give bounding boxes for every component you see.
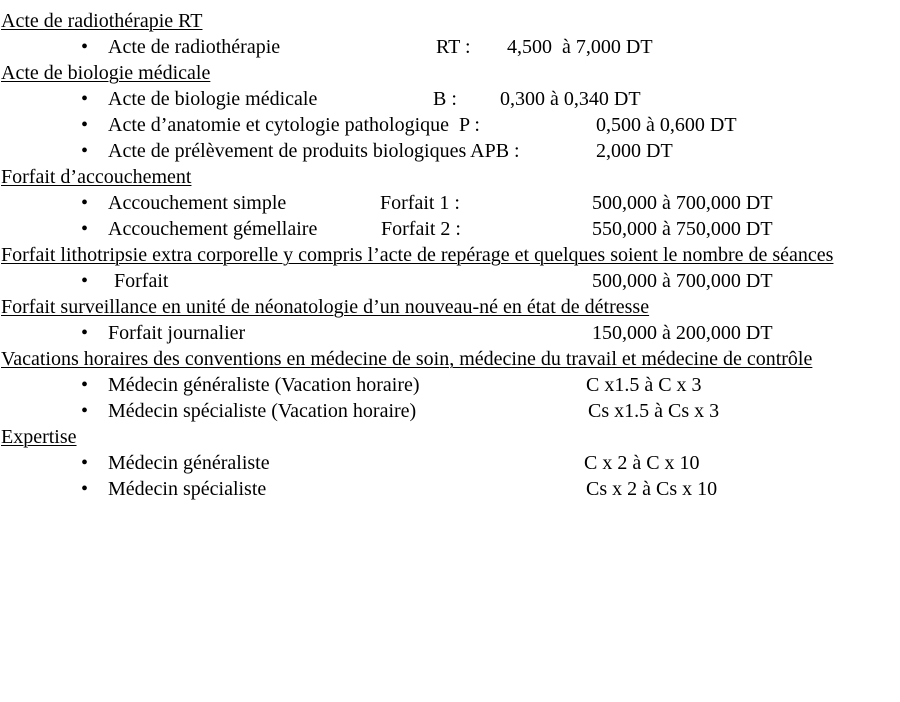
item-label: Acte de radiothérapie — [108, 36, 281, 58]
item-value: 550,000 à 750,000 DT — [592, 218, 773, 240]
tariff-document — [0, 8, 860, 502]
list-item — [0, 112, 860, 138]
item-code: Forfait 2 : — [381, 218, 461, 240]
list-item — [0, 450, 860, 476]
list-item — [0, 476, 860, 502]
bullet-icon: • — [81, 400, 89, 422]
item-value: 2,000 DT — [596, 140, 673, 162]
item-value: 500,000 à 700,000 DT — [592, 270, 773, 292]
section-heading-vacations: Vacations horaires des conventions en médecine de soin, médecine du travail et médecine de contrôle — [1, 348, 813, 370]
item-value: 4,500 à 7,000 DT — [507, 36, 653, 58]
item-value: 150,000 à 200,000 DT — [592, 322, 773, 344]
item-label: Acte de biologie médicale — [108, 88, 318, 110]
item-code: Forfait 1 : — [380, 192, 460, 214]
list-item — [0, 34, 860, 60]
item-value: Cs x 2 à Cs x 10 — [586, 478, 718, 500]
item-label: Médecin généraliste — [108, 452, 270, 474]
list-item — [0, 86, 860, 112]
section-heading-accouchement: Forfait d’accouchement — [1, 166, 192, 188]
item-label: Médecin généraliste (Vacation horaire) — [108, 374, 420, 396]
item-label: Forfait journalier — [108, 322, 246, 344]
item-value: 500,000 à 700,000 DT — [592, 192, 773, 214]
item-label: Acte de prélèvement de produits biologiques APB : — [108, 140, 520, 162]
bullet-icon: • — [81, 478, 89, 500]
bullet-icon: • — [81, 140, 89, 162]
item-value: 0,500 à 0,600 DT — [596, 114, 737, 136]
item-value: C x 2 à C x 10 — [584, 452, 700, 474]
item-value: Cs x1.5 à Cs x 3 — [588, 400, 720, 422]
bullet-icon: • — [81, 322, 89, 344]
bullet-icon: • — [81, 36, 89, 58]
bullet-icon: • — [81, 374, 89, 396]
section-heading-biologie: Acte de biologie médicale — [1, 62, 211, 84]
item-label: Médecin spécialiste (Vacation horaire) — [108, 400, 417, 422]
section-heading-radiotherapie: Acte de radiothérapie RT — [1, 10, 203, 32]
list-item — [0, 216, 860, 242]
bullet-icon: • — [81, 114, 89, 136]
item-code: B : — [433, 88, 457, 110]
bullet-icon: • — [81, 452, 89, 474]
item-label: Accouchement gémellaire — [108, 218, 318, 240]
bullet-icon: • — [81, 270, 89, 292]
item-label: Forfait — [114, 270, 169, 292]
list-item — [0, 320, 860, 346]
list-item — [0, 190, 860, 216]
section-heading-expertise: Expertise — [1, 426, 77, 448]
list-item — [0, 398, 860, 424]
list-item — [0, 268, 860, 294]
item-label: Acte d’anatomie et cytologie pathologique P : — [108, 114, 480, 136]
bullet-icon: • — [81, 218, 89, 240]
item-code: RT : — [436, 36, 471, 58]
section-heading-lithotripsie: Forfait lithotripsie extra corporelle y compris l’acte de repérage et quelques soient le nombre de séances — [1, 244, 834, 266]
item-value: 0,300 à 0,340 DT — [500, 88, 641, 110]
list-item — [0, 372, 860, 398]
item-label: Médecin spécialiste — [108, 478, 267, 500]
list-item — [0, 138, 860, 164]
item-label: Accouchement simple — [108, 192, 287, 214]
bullet-icon: • — [81, 192, 89, 214]
bullet-icon: • — [81, 88, 89, 110]
section-heading-neonatologie: Forfait surveillance en unité de néonatologie d’un nouveau-né en état de détresse — [1, 296, 650, 318]
item-value: C x1.5 à C x 3 — [586, 374, 702, 396]
